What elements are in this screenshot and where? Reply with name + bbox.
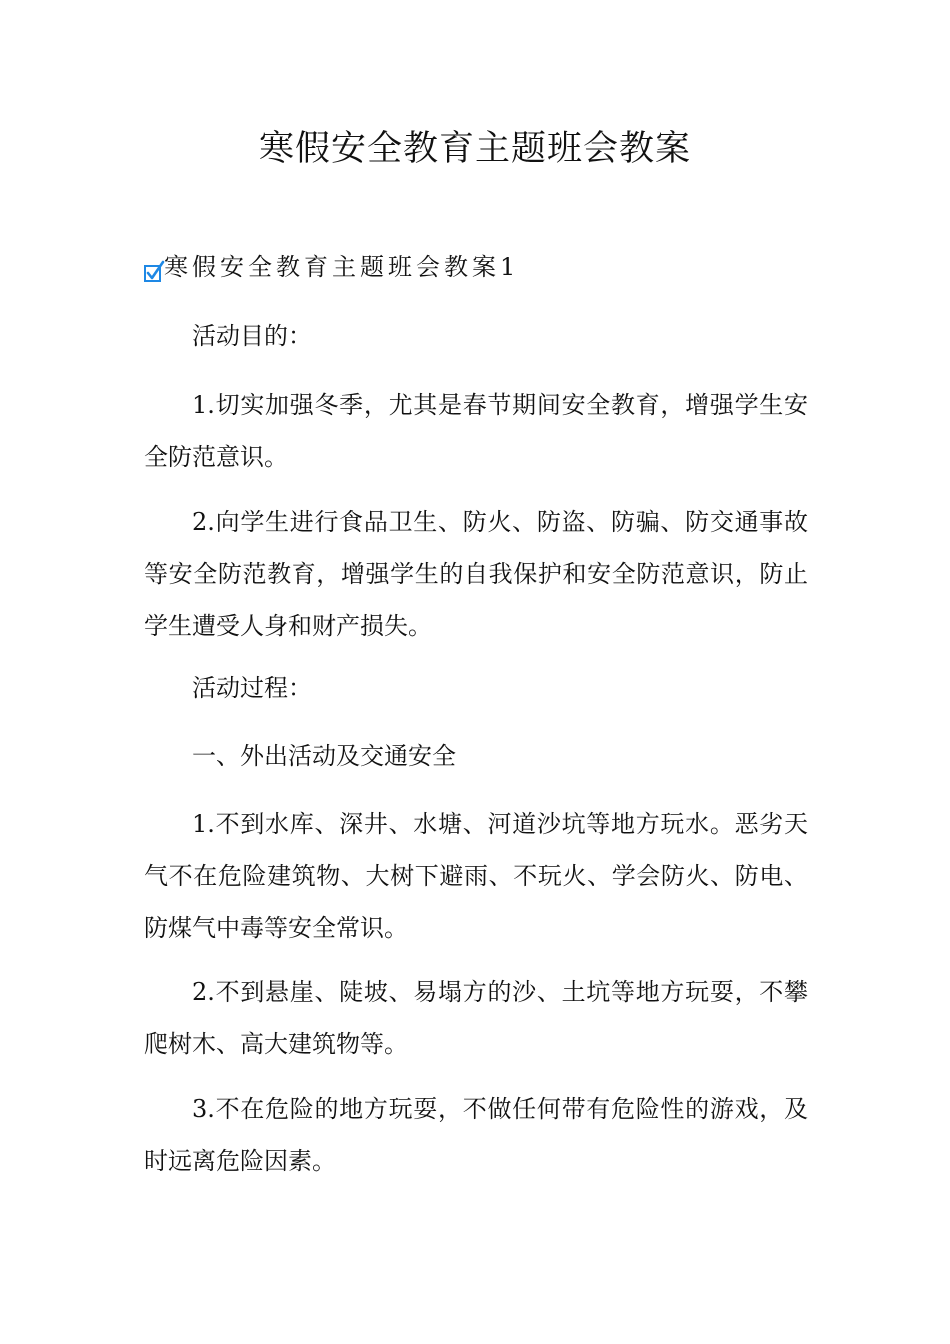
paragraph-activity-goal-label: 活动目的： — [192, 322, 312, 350]
paragraph-goal-1: 1.切实加强冬季，尤其是春节期间安全教育，增强学生安全防范意识。 — [144, 391, 808, 471]
document-title: 寒假安全教育主题班会教案 — [258, 129, 691, 169]
section-heading-text: 寒假安全教育主题班会教案1 — [164, 253, 520, 281]
paragraph-goal-2: 2.向学生进行食品卫生、防火、防盗、防骗、防交通事故等安全防范教育，增强学生的自我保护和安全防范意识，防止学生遭受人身和财产损失。 — [144, 508, 808, 640]
section-heading — [144, 250, 519, 284]
paragraph-item-1: 1.不到水库、深井、水塘、河道沙坑等地方玩水。恶劣天气不在危险建筑物、大树下避雨、不玩火、学会防火、防电、防煤气中毒等安全常识。 — [144, 810, 808, 942]
paragraph-item-2: 2.不到悬崖、陡坡、易塌方的沙、土坑等地方玩耍，不攀爬树木、高大建筑物等。 — [144, 978, 808, 1058]
paragraph-item-3: 3.不在危险的地方玩耍，不做任何带有危险性的游戏，及时远离危险因素。 — [144, 1095, 808, 1175]
paragraph-activity-process-label: 活动过程： — [192, 674, 312, 702]
checkbox-checked-icon — [144, 263, 162, 281]
paragraph-section-one-heading: 一、外出活动及交通安全 — [192, 742, 456, 770]
